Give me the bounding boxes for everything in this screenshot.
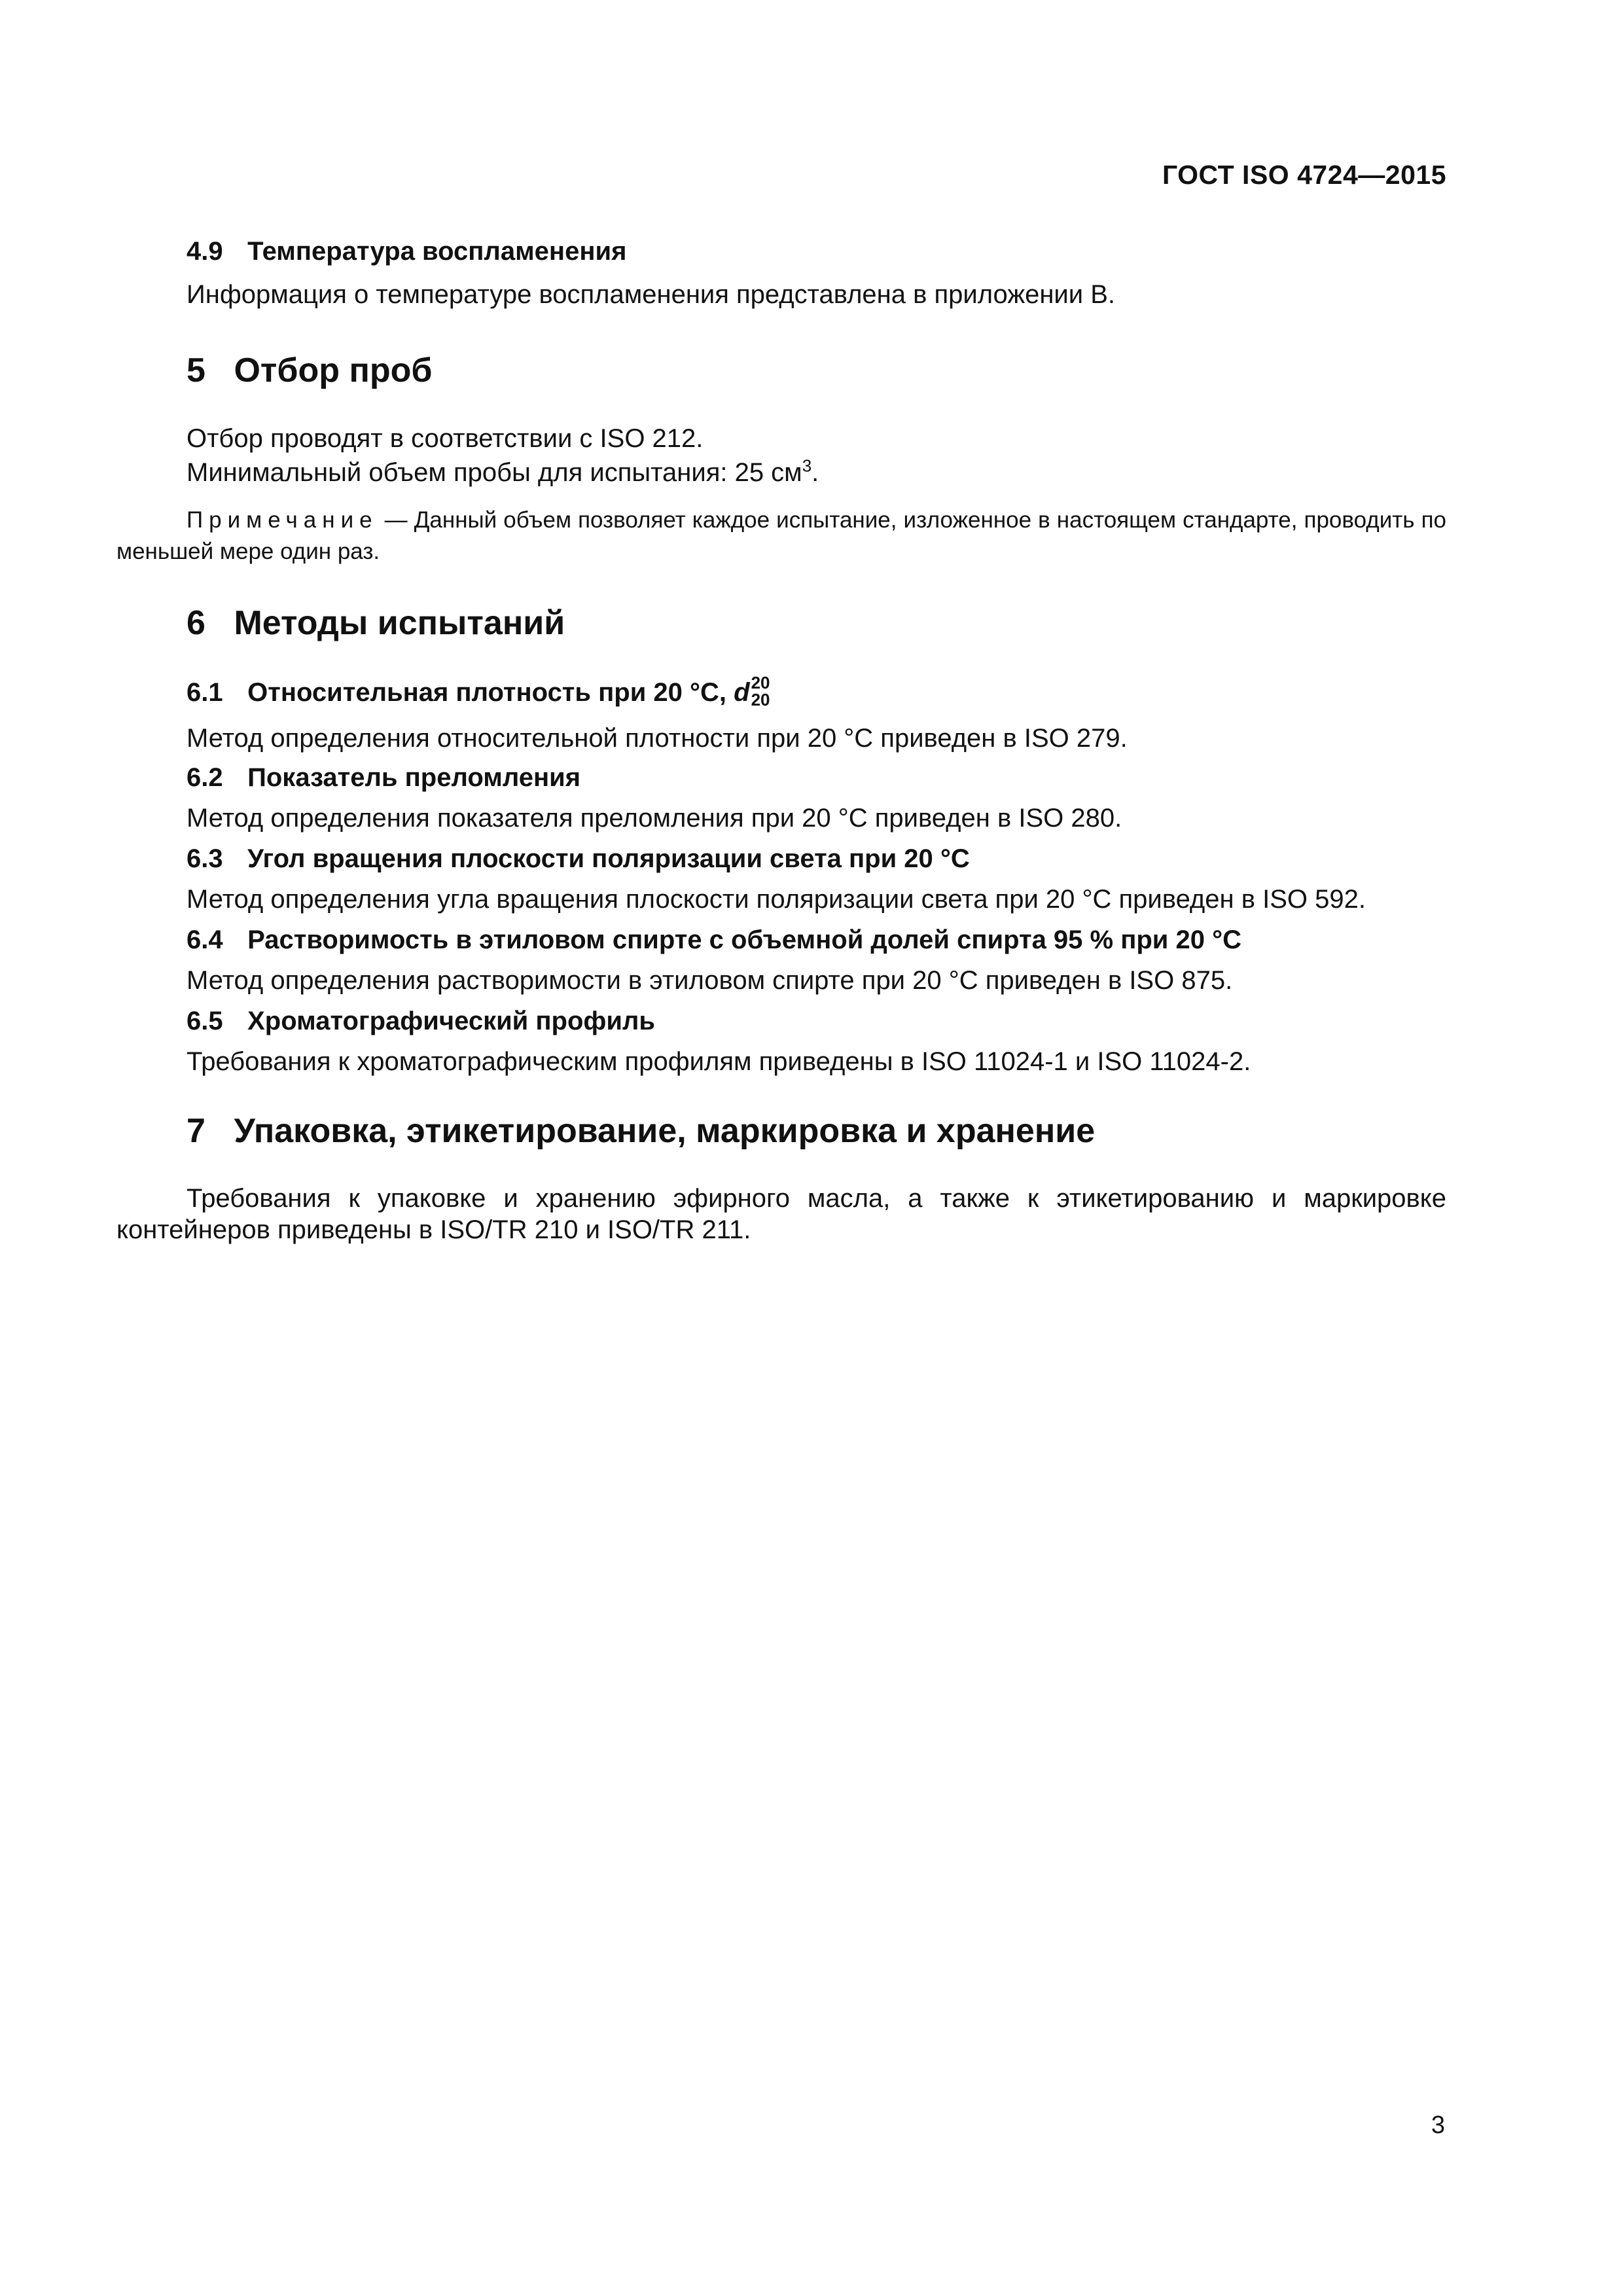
heading-title: Температура воспламенения bbox=[247, 237, 627, 266]
section-number: 5 bbox=[187, 351, 205, 389]
heading-title: Показатель преломления bbox=[247, 763, 581, 792]
paragraph-4-9: Информация о температуре воспламенения представлена в приложении В. bbox=[187, 280, 1116, 309]
heading-number: 6.3 bbox=[187, 844, 223, 873]
heading-title: Растворимость в этиловом спирте с объемной долей спирта 95 % при 20 °С bbox=[247, 925, 1241, 954]
heading-6-2 bbox=[116, 759, 1446, 797]
heading-4-9 bbox=[116, 232, 1446, 270]
section-title: Методы испытаний bbox=[234, 604, 565, 642]
heading-6-1 bbox=[116, 673, 1446, 711]
density-indices bbox=[751, 674, 770, 708]
heading-6-5 bbox=[116, 1002, 1446, 1040]
density-symbol: d bbox=[734, 678, 750, 707]
page-number: 3 bbox=[1431, 2111, 1445, 2139]
section-number: 7 bbox=[187, 1112, 205, 1150]
standard-id-header: ГОСТ ISO 4724—2015 bbox=[1162, 160, 1446, 190]
sample-volume-text: Минимальный объем пробы для испытания: 25 см bbox=[187, 458, 802, 487]
heading-title: Угол вращения плоскости поляризации света при 20 °С bbox=[247, 844, 970, 873]
heading-6-4 bbox=[116, 921, 1446, 959]
section-heading-7 bbox=[116, 1108, 1446, 1154]
heading-number: 6.5 bbox=[187, 1007, 223, 1035]
heading-number: 4.9 bbox=[187, 237, 223, 266]
heading-number: 6.2 bbox=[187, 763, 223, 792]
paragraph-5-line-1: Отбор проводят в соответствии с ISO 212. bbox=[187, 424, 704, 453]
paragraph-6-5: Требования к хроматографическим профилям приведены в ISO 11024-1 и ISO 11024-2. bbox=[187, 1047, 1251, 1076]
paragraph-6-3: Метод определения угла вращения плоскости поляризации света при 20 °С приведен в ISO 592. bbox=[187, 885, 1366, 914]
density-superscript: 20 bbox=[751, 673, 770, 693]
density-subscript: 20 bbox=[751, 690, 770, 710]
paragraph-6-2: Метод определения показателя преломления при 20 °С приведен в ISO 280. bbox=[187, 804, 1122, 833]
heading-number: 6.1 bbox=[187, 678, 223, 707]
paragraph-7: Требования к упаковке и хранению эфирного масла, а также к этикетированию и маркировке контейнеров приведены в ISO/TR 210 и ISO/TR 211. bbox=[116, 1184, 1446, 1244]
heading-title: Относительная плотность при 20 °С, bbox=[247, 678, 734, 707]
note-label: Примечание bbox=[187, 507, 378, 533]
section-number: 6 bbox=[187, 604, 205, 642]
sentence-end: . bbox=[812, 458, 819, 487]
unit-exponent: 3 bbox=[802, 456, 812, 476]
section-title: Отбор проб bbox=[234, 351, 433, 389]
paragraph-6-1: Метод определения относительной плотности при 20 °С приведен в ISO 279. bbox=[187, 724, 1128, 753]
heading-6-3 bbox=[116, 840, 1446, 878]
section-title: Упаковка, этикетирование, маркировка и хранение bbox=[234, 1112, 1096, 1150]
page-content bbox=[116, 232, 1446, 1246]
section-heading-5 bbox=[116, 348, 1446, 393]
paragraph-6-4: Метод определения растворимости в этиловом спирте при 20 °С приведен в ISO 875. bbox=[187, 966, 1233, 995]
section-heading-6 bbox=[116, 600, 1446, 646]
note-5 bbox=[116, 505, 1446, 567]
note-text: — Данный объем позволяет каждое испытание, изложенное в настоящем стандарте, проводить по меньшей мере один раз. bbox=[116, 507, 1446, 564]
heading-number: 6.4 bbox=[187, 925, 223, 954]
paragraph-5-line-2 bbox=[116, 454, 1446, 492]
heading-title: Хроматографический профиль bbox=[247, 1007, 655, 1035]
